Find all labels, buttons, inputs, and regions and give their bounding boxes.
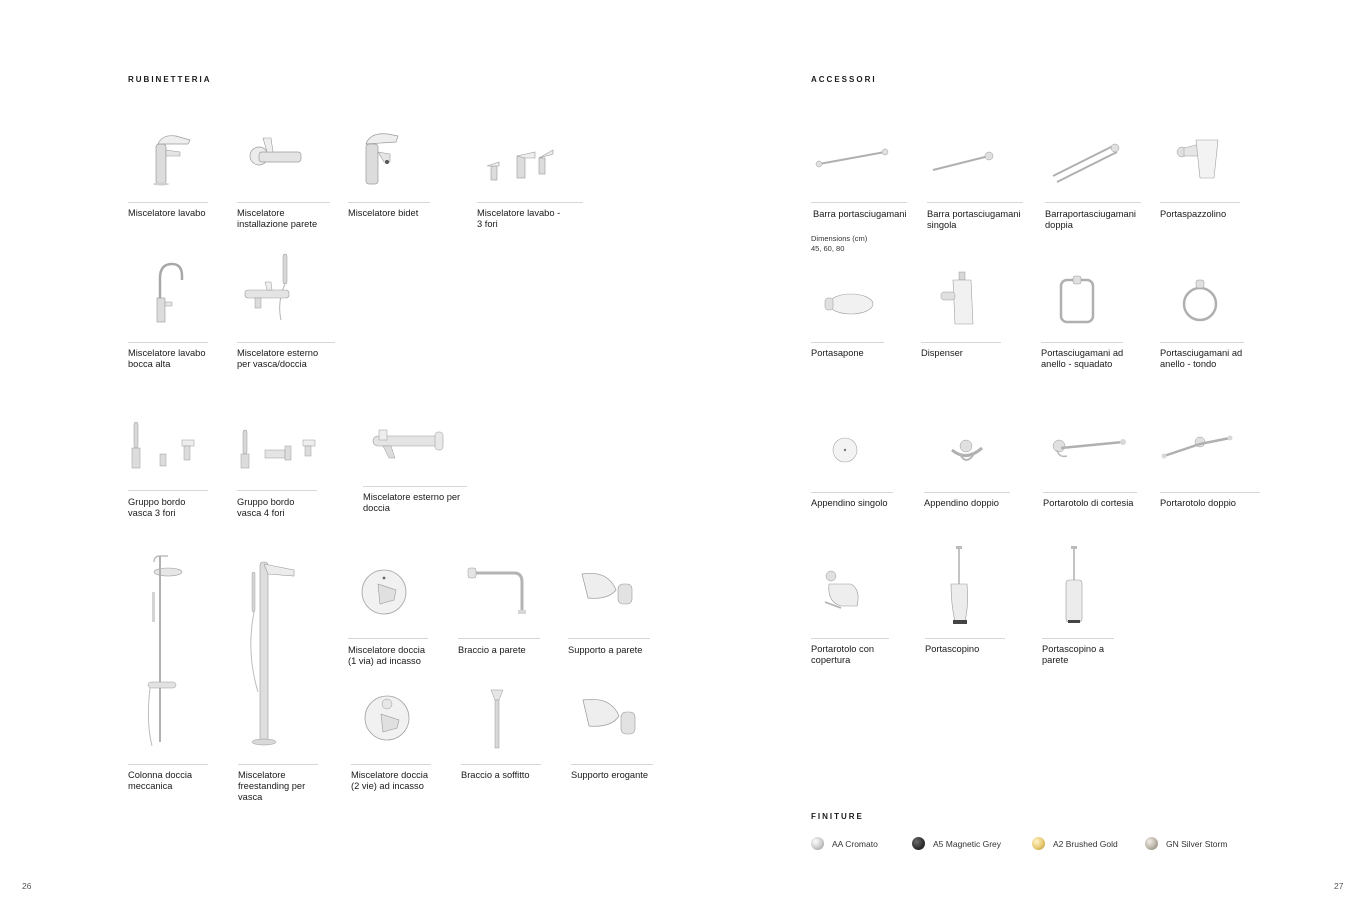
product-label: Miscelatore doccia (2 vie) ad incasso [351,770,428,791]
wall-toilet-brush-holder-image [1042,544,1114,626]
concealed-mixer-one-way-image [348,560,428,624]
finish-label: GN Silver Storm [1166,838,1228,849]
single-towel-bar-image [927,126,1023,186]
product-label: Dispenser [921,348,963,358]
product-label: Miscelatore installazione parete [237,208,318,229]
finish-label: A2 Brushed Gold [1053,838,1118,849]
product-label: Portascopino [925,644,980,654]
section-title-rubinetteria: RUBINETTERIA [128,75,212,84]
product-label: Miscelatore lavabo bocca alta [128,348,206,369]
dimensions-label: Dimensions (cm) [811,234,868,243]
three-hole-mixer-image [477,122,583,186]
product-label: Braccio a soffitto [461,770,530,780]
product-label: Portascopino a parete [1042,644,1105,665]
bath-shower-mixer-image [237,250,335,326]
product-label: Portarotolo doppio [1160,498,1236,508]
finish-option-aa-cromato[interactable] [811,837,878,850]
towel-bar-image [811,126,907,186]
product-label: Colonna doccia meccanica [128,770,193,791]
page-number-left: 26 [22,881,32,891]
product-label: Portarotolo con copertura [811,644,875,665]
finish-option-a5-magnetic-grey[interactable] [912,837,1001,850]
product-label: Barraportasciugamani doppia [1045,209,1136,230]
round-towel-ring-image [1160,270,1244,326]
courtesy-roll-holder-image [1043,420,1137,476]
dimensions-note [811,234,867,254]
product-label: Miscelatore lavabo - 3 fori [477,208,561,229]
freestanding-mixer-image [238,552,318,752]
page-number-right: 27 [1334,881,1344,891]
wall-support-image [568,560,650,624]
covered-roll-holder-image [811,560,889,620]
dimensions-value: 45, 60, 80 [811,244,845,253]
product-label: Portarotolo di cortesia [1043,498,1134,508]
single-hook-image [811,420,893,476]
finish-option-a2-brushed-gold[interactable] [1032,837,1118,850]
product-label: Appendino singolo [811,498,888,508]
product-label: Braccio a parete [458,645,526,655]
basin-mixer-image [128,122,208,186]
product-label: Miscelatore doccia (1 via) ad incasso [348,645,425,666]
product-label: Barra portasciugamani singola [927,209,1021,230]
finish-swatch [811,837,824,850]
product-label: Miscelatore bidet [348,208,419,218]
section-title-finiture: FINITURE [811,812,864,821]
concealed-mixer-two-way-image [351,686,431,750]
product-label: Miscelatore freestanding per vasca [238,770,306,802]
soap-dispenser-image [921,270,1001,326]
four-hole-bath-set-image [237,418,317,474]
outlet-support-image [571,686,653,750]
product-label: Gruppo bordo vasca 3 fori [128,497,186,518]
toilet-brush-holder-image [925,544,1005,626]
shower-mixer-image [363,418,467,470]
soap-dish-image [811,270,884,326]
product-label: Barra portasciugamani [813,209,907,219]
toothbrush-holder-image [1160,126,1240,186]
ceiling-arm-image [461,686,541,750]
double-towel-bar-image [1045,126,1141,186]
product-label: Miscelatore esterno per vasca/doccia [237,348,319,369]
product-label: Appendino doppio [924,498,999,508]
bidet-mixer-image [348,122,430,186]
product-label: Miscelatore esterno per doccia [363,492,461,513]
three-hole-bath-set-image [128,418,208,474]
product-label: Portasciugamani ad anello - squadato [1041,348,1124,369]
product-label: Miscelatore lavabo [128,208,206,218]
tall-basin-mixer-image [128,258,208,326]
product-label: Gruppo bordo vasca 4 fori [237,497,295,518]
square-towel-ring-image [1041,270,1123,326]
product-label: Supporto erogante [571,770,649,780]
product-label: Supporto a parete [568,645,643,655]
finish-swatch [1032,837,1045,850]
finish-label: AA Cromato [832,838,878,849]
finish-swatch [1145,837,1158,850]
double-hook-image [924,420,1010,476]
finish-swatch [912,837,925,850]
double-roll-holder-image [1160,420,1260,476]
finish-label: A5 Magnetic Grey [933,838,1002,849]
wall-mixer-image [237,122,330,186]
section-title-accessori: ACCESSORI [811,75,877,84]
shower-column-image [128,552,208,752]
product-label: Portasapone [811,348,864,358]
wall-arm-image [458,560,540,624]
finish-option-gn-silver-storm[interactable] [1145,837,1227,850]
product-label: Portaspazzolino [1160,209,1227,219]
product-label: Portasciugamani ad anello - tondo [1160,348,1243,369]
